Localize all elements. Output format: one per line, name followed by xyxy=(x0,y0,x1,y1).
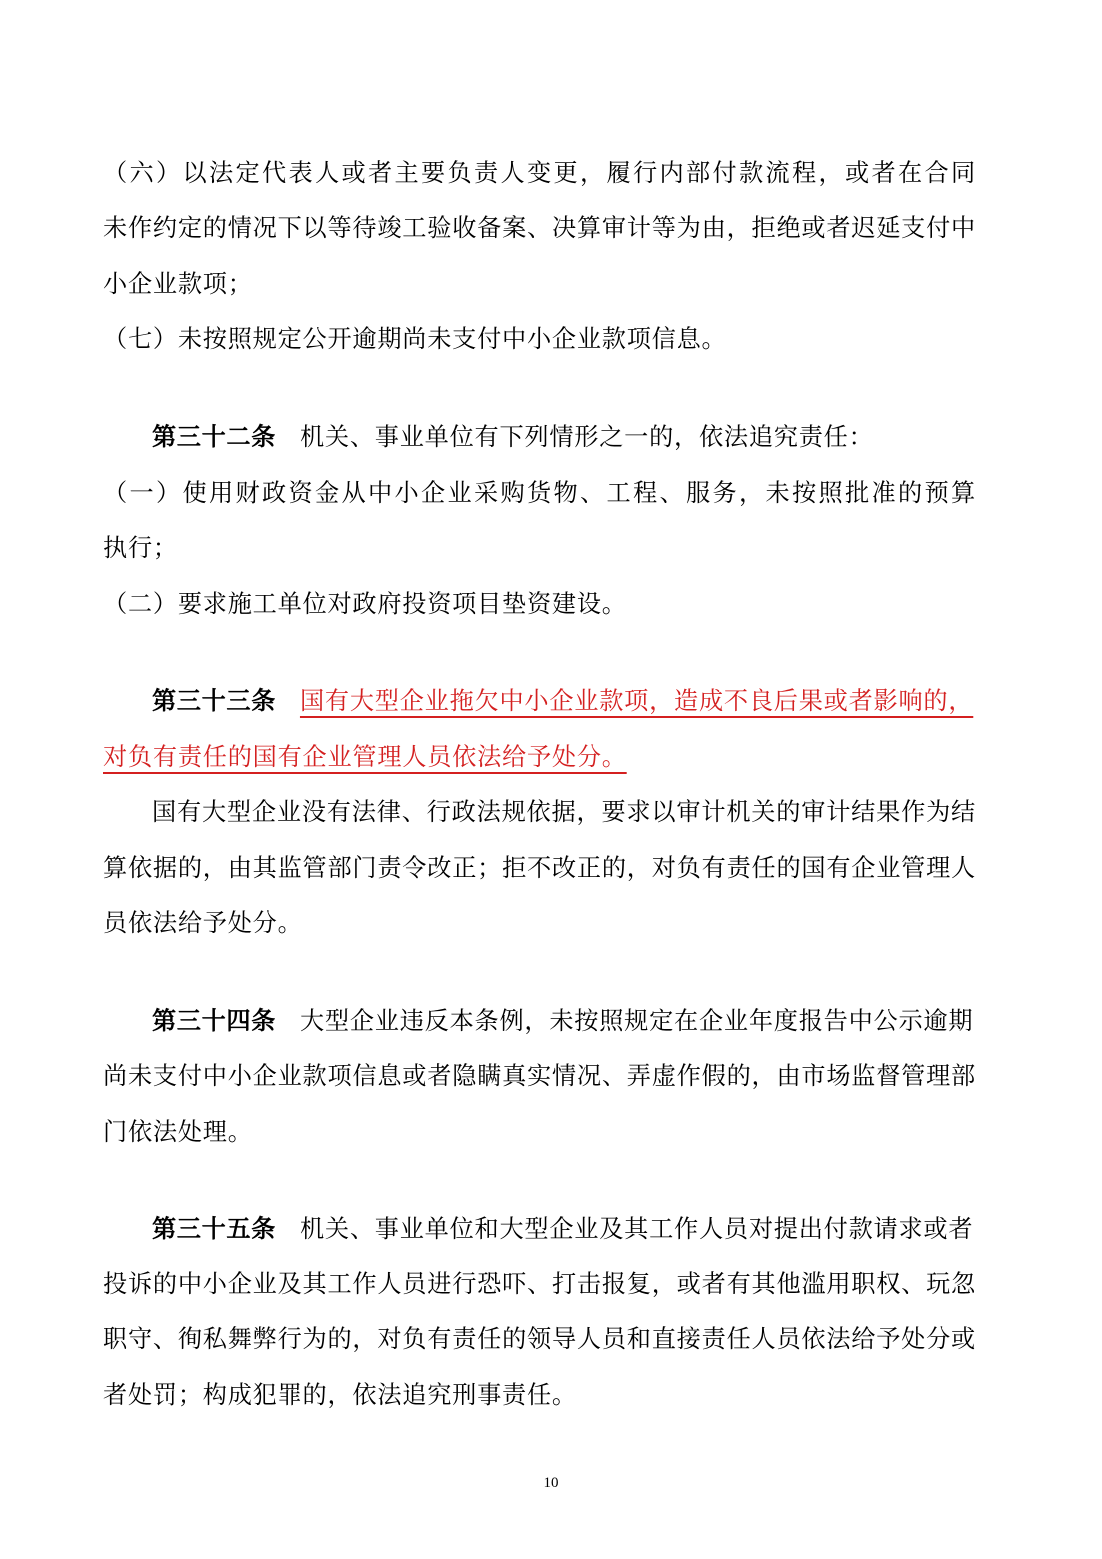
page-number: 10 xyxy=(543,1475,559,1491)
article-33-highlight-line-2-row xyxy=(103,740,976,774)
article-35-title: 第三十五条 xyxy=(152,1214,276,1243)
article-34-heading xyxy=(152,1004,976,1038)
item-6-line-2: 未作约定的情况下以等待竣工验收备案、决算审计等为由，拒绝或者迟延支付中 xyxy=(103,214,976,242)
article-34-text-line-2: 尚未支付中小企业款项信息或者隐瞒真实情况、弄虚作假的，由市场监督管理部 xyxy=(103,1062,976,1090)
article-32-heading xyxy=(152,420,976,454)
article-35-text-line-4: 者处罚；构成犯罪的，依法追究刑事责任。 xyxy=(103,1381,577,1409)
article-32-text: 机关、事业单位有下列情形之一的，依法追究责任： xyxy=(299,423,874,451)
article-35-text-line-2: 投诉的中小企业及其工作人员进行恐吓、打击报复，或者有其他滥用职权、玩忽 xyxy=(103,1270,976,1298)
article-34-text-line-1: 大型企业违反本条例，未按照规定在企业年度报告中公示逾期 xyxy=(299,1007,974,1035)
article-32-title: 第三十二条 xyxy=(152,422,276,451)
item-7: （七）未按照规定公开逾期尚未支付中小企业款项信息。 xyxy=(103,325,727,353)
item-6-line-1: （六）以法定代表人或者主要负责人变更，履行内部付款流程，或者在合同 xyxy=(103,159,976,187)
item-6-line-3: 小企业款项； xyxy=(103,270,253,298)
article-32-item-1-line-1: （一）使用财政资金从中小企业采购货物、工程、服务，未按照批准的预算 xyxy=(103,479,976,507)
article-33-heading xyxy=(152,684,976,718)
article-33-title: 第三十三条 xyxy=(152,686,276,715)
article-33-paragraph-line-1: 国有大型企业没有法律、行政法规依据，要求以审计机关的审计结果作为结 xyxy=(152,798,976,826)
article-34-title: 第三十四条 xyxy=(152,1006,276,1035)
article-32-item-2: （二）要求施工单位对政府投资项目垫资建设。 xyxy=(103,590,627,618)
article-35-text-line-3: 职守、徇私舞弊行为的，对负有责任的领导人员和直接责任人员依法给予处分或 xyxy=(103,1325,976,1353)
article-32-item-1-line-2: 执行； xyxy=(103,534,178,562)
article-34-text-line-3: 门依法处理。 xyxy=(103,1118,253,1146)
article-33-highlight-line-1: 国有大型企业拖欠中小企业款项，造成不良后果或者影响的， xyxy=(299,687,974,715)
article-35-heading xyxy=(152,1212,976,1246)
article-33-paragraph-line-2: 算依据的，由其监管部门责令改正；拒不改正的，对负有责任的国有企业管理人 xyxy=(103,854,976,882)
article-35-text-line-1: 机关、事业单位和大型企业及其工作人员对提出付款请求或者 xyxy=(299,1215,974,1243)
article-33-paragraph-line-3: 员依法给予处分。 xyxy=(103,909,303,937)
article-33-highlight-line-2: 对负有责任的国有企业管理人员依法给予处分。 xyxy=(103,743,627,771)
